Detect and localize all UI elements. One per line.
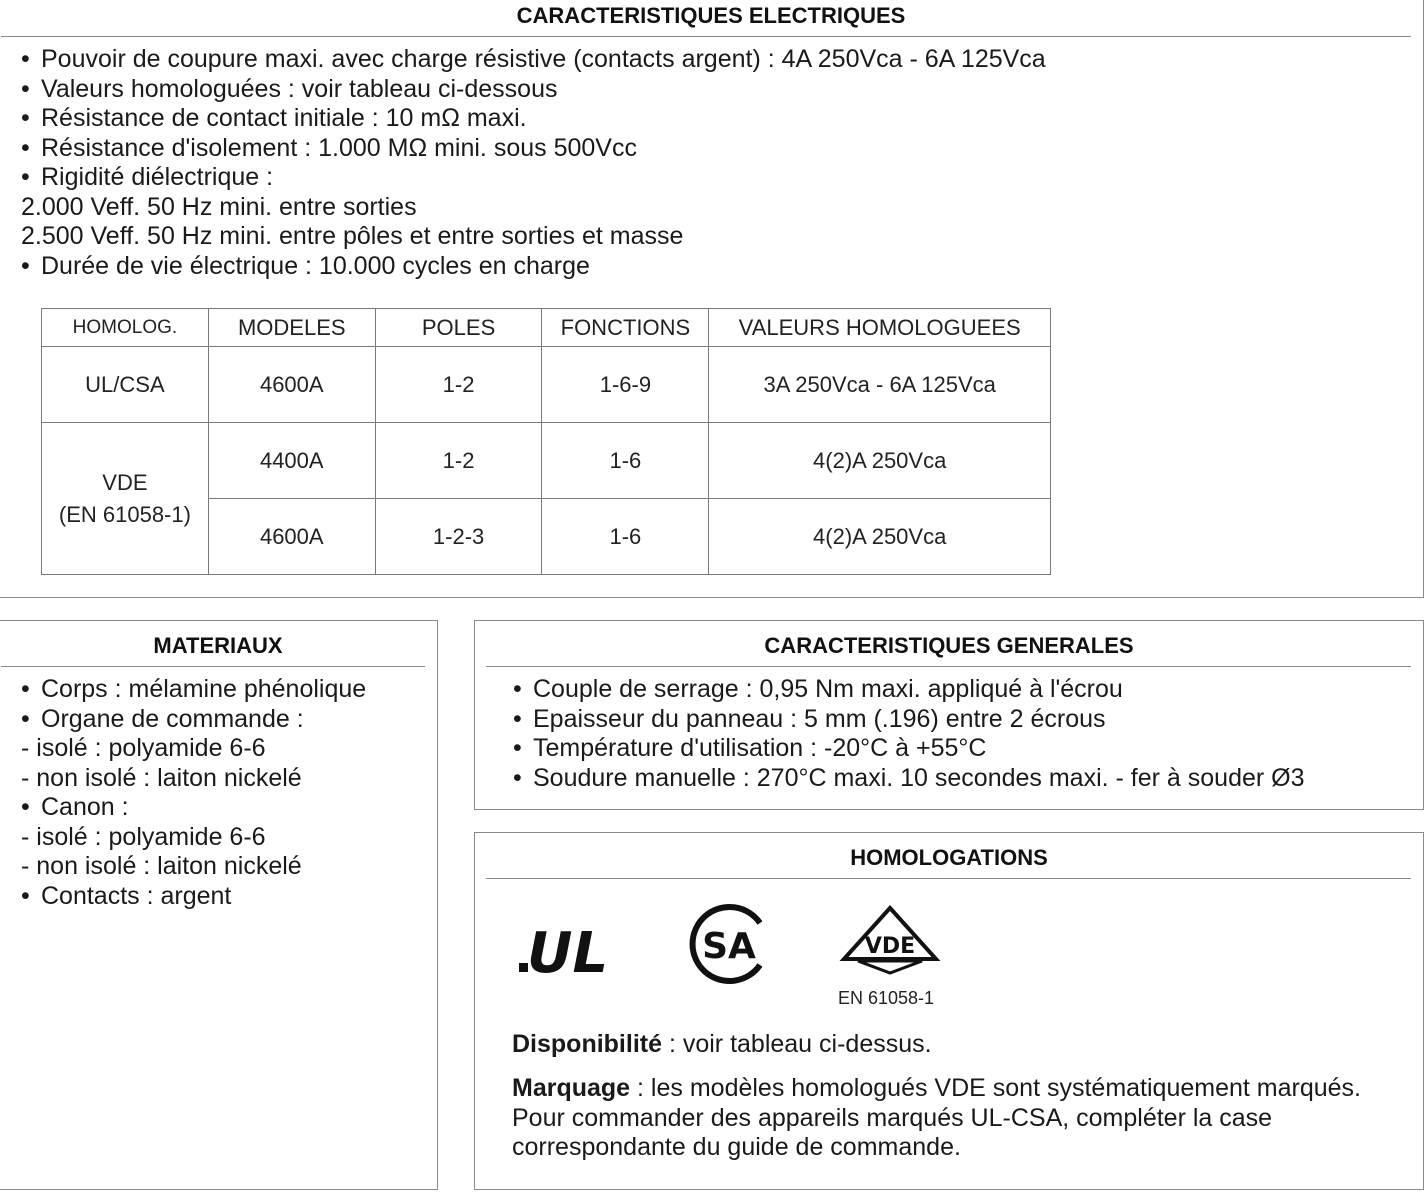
general-list [513, 675, 1305, 793]
list-item: • Pouvoir de coupure maxi. avec charge résistive (contacts argent) : 4A 250Vca - 6A 125Vca [21, 45, 1046, 73]
column-header: POLES [375, 309, 542, 347]
list-item: • Couple de serrage : 0,95 Nm maxi. appliqué à l'écrou [513, 675, 1123, 703]
marking-text [512, 1074, 1361, 1163]
ul-logo-icon [519, 915, 611, 979]
list-sub-item: 2.500 Veff. 50 Hz mini. entre pôles et entre sorties et masse [21, 222, 684, 250]
list-item: • Température d'utilisation : -20°C à +55°C [513, 734, 987, 762]
table-cell: 4600A [208, 347, 375, 423]
marking-line: Pour commander des appareils marqués UL-CSA, compléter la case [512, 1103, 1273, 1132]
homologations-title-rule [486, 878, 1411, 879]
materials-title: MATERIAUX [153, 633, 283, 658]
list-item: • Canon : [21, 793, 129, 821]
column-header: FONCTIONS [542, 309, 709, 347]
list-item: • Epaisseur du panneau : 5 mm (.196) entre 2 écrous [513, 704, 1106, 733]
table-cell: 4600A [208, 499, 375, 575]
list-sub-item: - isolé : polyamide 6-6 [21, 734, 266, 762]
table-cell: 1-6-9 [542, 347, 709, 423]
table-cell: 1-2-3 [375, 499, 542, 575]
table-header-row [42, 309, 1051, 347]
vde-standard: (EN 61058-1) [58, 501, 191, 527]
list-item: • Valeurs homologuées : voir tableau ci-dessous [21, 74, 558, 103]
list-item: • Résistance d'isolement : 1.000 MΩ mini. sous 500Vcc [21, 133, 637, 162]
column-header: MODELES [208, 309, 375, 347]
electrical-title: CARACTERISTIQUES ELECTRIQUES [516, 3, 906, 28]
table-cell: 4400A [208, 423, 375, 499]
list-item: • Rigidité diélectrique : [21, 163, 274, 191]
table-cell: 3A 250Vca - 6A 125Vca [709, 347, 1051, 423]
general-title: CARACTERISTIQUES GENERALES [764, 633, 1134, 658]
marking-line: Marquage : les modèles homologués VDE sont systématiquement marqués. [512, 1074, 1362, 1102]
materials-title-rule [1, 666, 425, 667]
materials-section [0, 620, 438, 1190]
csa-logo-icon [688, 903, 770, 985]
marking-line: correspondante du guide de commande. [512, 1133, 961, 1161]
list-sub-item: - non isolé : laiton nickelé [21, 763, 302, 792]
table-cell: UL/CSA [42, 347, 209, 423]
vde-label: VDE [102, 469, 148, 495]
column-header: VALEURS HOMOLOGUEES [709, 309, 1051, 347]
list-item: • Corps : mélamine phénolique [21, 675, 367, 703]
table-cell [42, 423, 209, 575]
availability-text: Disponibilité : voir tableau ci-dessus. [512, 1030, 932, 1058]
svg-text:VDE: VDE [864, 934, 916, 959]
table-cell: 1-6 [542, 499, 709, 575]
general-section [474, 620, 1424, 810]
list-item: • Durée de vie électrique : 10.000 cycles en charge [21, 251, 590, 280]
homologation-table [41, 308, 1051, 575]
table-row [42, 347, 1051, 423]
list-sub-item: - isolé : polyamide 6-6 [21, 822, 266, 851]
availability-label: Disponibilité [512, 1030, 662, 1058]
column-header: HOMOLOG. [42, 309, 209, 347]
table-row [42, 423, 1051, 499]
table-cell: 1-2 [375, 347, 542, 423]
table-cell: 1-6 [542, 423, 709, 499]
list-item: • Contacts : argent [21, 881, 232, 910]
list-item: • Organe de commande : [21, 704, 304, 733]
list-item: • Soudure manuelle : 270°C maxi. 10 secondes maxi. - fer à souder Ø3 [513, 763, 1305, 792]
general-title-rule [486, 666, 1411, 667]
vde-standard-caption: EN 61058-1 [838, 988, 935, 1008]
table-cell: 4(2)A 250Vca [709, 499, 1051, 575]
list-item: • Résistance de contact initiale : 10 mΩ maxi. [21, 104, 527, 132]
table-cell: 1-2 [375, 423, 542, 499]
electrical-list [21, 45, 1046, 281]
homologations-title: HOMOLOGATIONS [850, 845, 1048, 870]
svg-text:SA: SA [702, 926, 756, 967]
electrical-title-rule [1, 36, 1411, 37]
svg-text:UL: UL [527, 921, 609, 979]
marking-label: Marquage [512, 1074, 631, 1102]
table-cell: 4(2)A 250Vca [709, 423, 1051, 499]
list-sub-item: - non isolé : laiton nickelé [21, 852, 302, 880]
materials-list [21, 675, 366, 911]
vde-logo-icon [838, 905, 942, 975]
list-sub-item: 2.000 Veff. 50 Hz mini. entre sorties [21, 192, 417, 221]
